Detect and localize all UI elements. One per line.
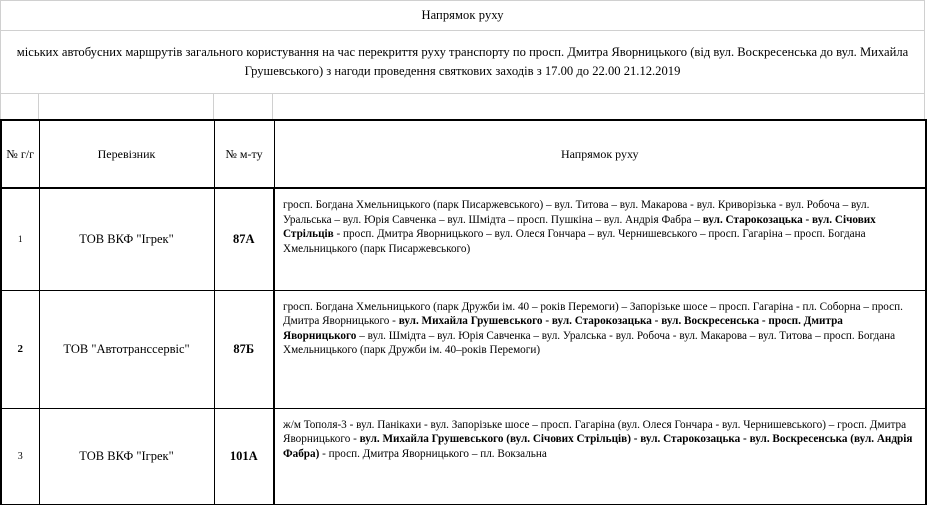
direction-segment-bold: вул. Старокозацька - вул. Січових Стрільців: [283, 213, 876, 241]
spacer-gridline-1: [38, 94, 39, 119]
spacer-gridline-3: [272, 94, 273, 119]
cell-row-number: 3: [1, 408, 39, 504]
cell-carrier: ТОВ ВКФ "Ігрек": [39, 408, 214, 504]
table-header-row: [1, 120, 926, 188]
direction-segment: гросп. Богдана Хмельницького (парк Дружби ім. 40 – років Перемоги) – Запорізьке шосе – просп. Гагаріна - пл. Соборна – просп. Дмитра Яворницького -: [283, 300, 903, 328]
cell-route-number: 87Б: [214, 290, 274, 408]
spacer-gridline-2: [213, 94, 214, 119]
routes-table-head: [1, 120, 926, 188]
table-row: [1, 408, 926, 504]
cell-carrier: ТОВ ВКФ "Ігрек": [39, 188, 214, 290]
column-header-carrier: Перевізник: [39, 120, 214, 188]
routes-table: [0, 119, 927, 505]
direction-segment: ж/м Тополя-3 - вул. Панікахи - вул. Запорізьке шосе – просп. Гагаріна (вул. Олеся Гончара - вул. Чернишевського) – гросп. Дмитра Яворницького -: [283, 418, 907, 446]
direction-segment: - просп. Дмитра Яворницького – вул. Олеся Гончара – вул. Чернишевського – просп. Гагаріна – просп. Богдана Хмельницького (парк Писаржевського): [283, 228, 866, 255]
direction-segment-bold: вул. Михайла Грушевського - вул. Старокозацька - вул. Воскресенська - просп. Дмитра Яворницького: [283, 315, 843, 342]
cell-row-number: 1: [1, 188, 39, 290]
direction-segment: - просп. Дмитра Яворницького – пл. Вокзальна: [319, 447, 547, 460]
spacer-band: [0, 94, 925, 119]
page-title: Напрямок руху: [421, 8, 504, 22]
cell-route-number: 101А: [214, 408, 274, 504]
table-row: [1, 188, 926, 290]
column-header-direction: Напрямок руху: [274, 120, 926, 188]
document-subtitle-band: [0, 31, 925, 94]
table-row: [1, 290, 926, 408]
direction-segment: – вул. Шмідта – вул. Юрія Савченка – вул. Уралська - вул. Робоча - вул. Макарова – вул. Титова – просп. Богдана Хмельницького (парк Дружби ім. 40–років Перемоги): [283, 329, 896, 357]
document-title-band: [0, 0, 925, 31]
column-header-no: № г/г: [1, 120, 39, 188]
direction-segment: гросп. Богдана Хмельницького (парк Писаржевського) – вул. Титова – вул. Макарова - вул. Криворізька - вул. Робоча – вул. Уральська – вул. Юрія Савченка – вул. Шмідта – просп. Пушкіна – вул. Андрія Фабра –: [283, 199, 870, 226]
routes-table-body: [1, 188, 926, 504]
cell-direction: [274, 188, 926, 290]
cell-direction: [274, 290, 926, 408]
document-subtitle: міських автобусних маршрутів загального користування на час перекриття руху транспорту по просп. Дмитра Яворницького (від вул. Воскресенська до вул. Михайла Грушевського) з нагоди проведення святкових заходів з 17.00 до 22.00 21.12.2019: [16, 45, 909, 78]
cell-row-number: 2: [1, 290, 39, 408]
column-header-route-number: № м-ту: [214, 120, 274, 188]
cell-direction: [274, 408, 926, 504]
cell-carrier: ТОВ "Автотранссервіс": [39, 290, 214, 408]
direction-segment-bold: вул. Михайла Грушевського (вул. Січових Стрільців) - вул. Старокозацька - вул. Воскресенська (вул. Андрія Фабра): [283, 433, 913, 460]
cell-route-number: 87А: [214, 188, 274, 290]
